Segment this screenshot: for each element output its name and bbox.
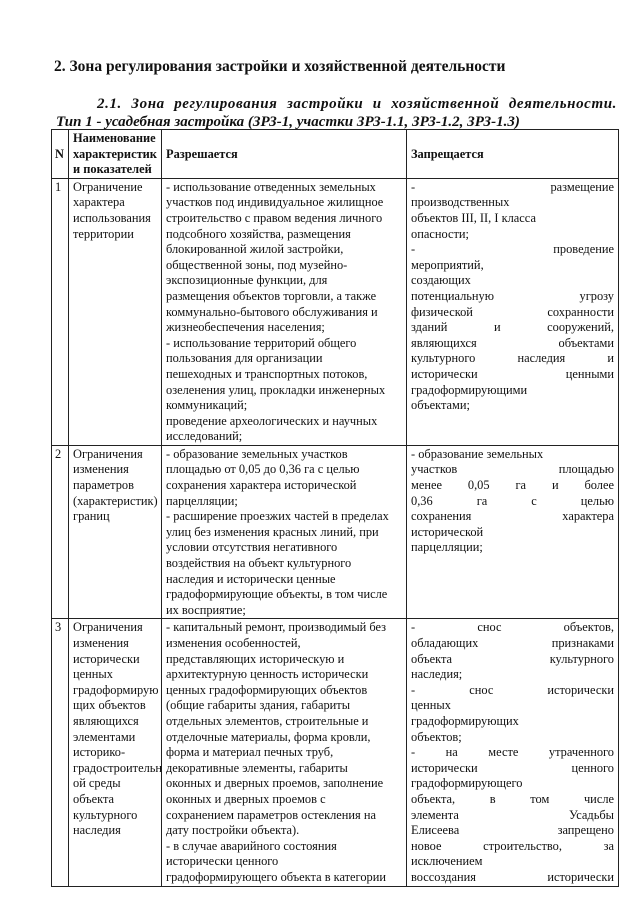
subsection-title-line1: 2.1. Зона регулирования застройки и хозяйственной деятельности. bbox=[97, 96, 617, 112]
section-title: 2. Зона регулирования застройки и хозяйственной деятельности bbox=[54, 58, 506, 75]
header-name: Наименование характеристик и показателей bbox=[69, 130, 162, 179]
row-number: 1 bbox=[52, 178, 69, 445]
header-allowed: Разрешается bbox=[162, 130, 407, 179]
row-number: 2 bbox=[52, 445, 69, 619]
forbidden-cell: - размещение производственных объектов III, II, I класса опасности; - проведение мероприятий, создающих потенциальную угрозу физической сохранности зданий и сооружений, являющихся объектами культурного наследия и исторически ценными градоформирующими объектами; bbox=[407, 178, 619, 445]
allowed-cell: - капитальный ремонт, производимый без изменения особенностей, представляющих историческую и архитектурную ценность исторически ценных градоформирующих объектов (общие габариты здания, габариты отдельных элементов, строительные и отделочные материалы, форма кровли, форма и материал печных труб, декоративные элементы, габариты оконных и дверных проемов, заполнение оконных и дверных проемов с сохранением параметров остекления на дату постройки объекта). - в случае аварийного состояния исторически ценного градоформирующего объекта в категории bbox=[162, 619, 407, 886]
table-row bbox=[52, 619, 619, 886]
table-row bbox=[52, 178, 619, 445]
allowed-cell: - использование отведенных земельных участков под индивидуальное жилищное строительство с правом ведения личного подсобного хозяйства, размещения блокированной жилой застройки, общественной зоны, под музейно- экспозиционные функции, для размещения объектов торговли, а также коммунально-бытового обслуживания и жизнеобеспечения населения; - использование территорий общего пользования для организации пешеходных и транспортных потоков, озеленения улиц, прокладки инженерных коммуникаций; проведение археологических и научных исследований; bbox=[162, 178, 407, 445]
characteristic-name: Ограничения изменения исторически ценных градоформирую щих объектов являющихся элементами историко- градостроительн ой среды объекта культурного наследия bbox=[69, 619, 162, 886]
table-header-row bbox=[52, 130, 619, 179]
characteristic-name: Ограничения изменения параметров (характеристик) границ bbox=[69, 445, 162, 619]
subsection-title-line2: Тип 1 - усадебная застройка (ЗРЗ-1, участки ЗРЗ-1.1, ЗРЗ-1.2, ЗРЗ-1.3) bbox=[56, 114, 520, 130]
regulations-table bbox=[51, 129, 619, 887]
header-num: N bbox=[52, 130, 69, 179]
table-row bbox=[52, 445, 619, 619]
characteristic-name: Ограничение характера использования территории bbox=[69, 178, 162, 445]
forbidden-cell: - снос объектов, обладающих признаками объекта культурного наследия; - снос исторически ценных градоформирующих объектов; - на месте утраченного исторически ценного градоформирующего объекта, в том числе элемента Усадьбы Елисеева запрещено новое строительство, за исключением воссоздания исторически bbox=[407, 619, 619, 886]
row-number: 3 bbox=[52, 619, 69, 886]
header-forbidden: Запрещается bbox=[407, 130, 619, 179]
allowed-cell: - образование земельных участков площадью от 0,05 до 0,36 га с целью сохранения характера исторической парцелляции; - расширение проезжих частей в пределах улиц без изменения красных линий, при условии отсутствия негативного воздействия на объект культурного наследия и исторически ценные градоформирующие объекты, в том числе их восприятие; bbox=[162, 445, 407, 619]
forbidden-cell: - образование земельных участков площадью менее 0,05 га и более 0,36 га с целью сохранения характера исторической парцелляции; bbox=[407, 445, 619, 619]
